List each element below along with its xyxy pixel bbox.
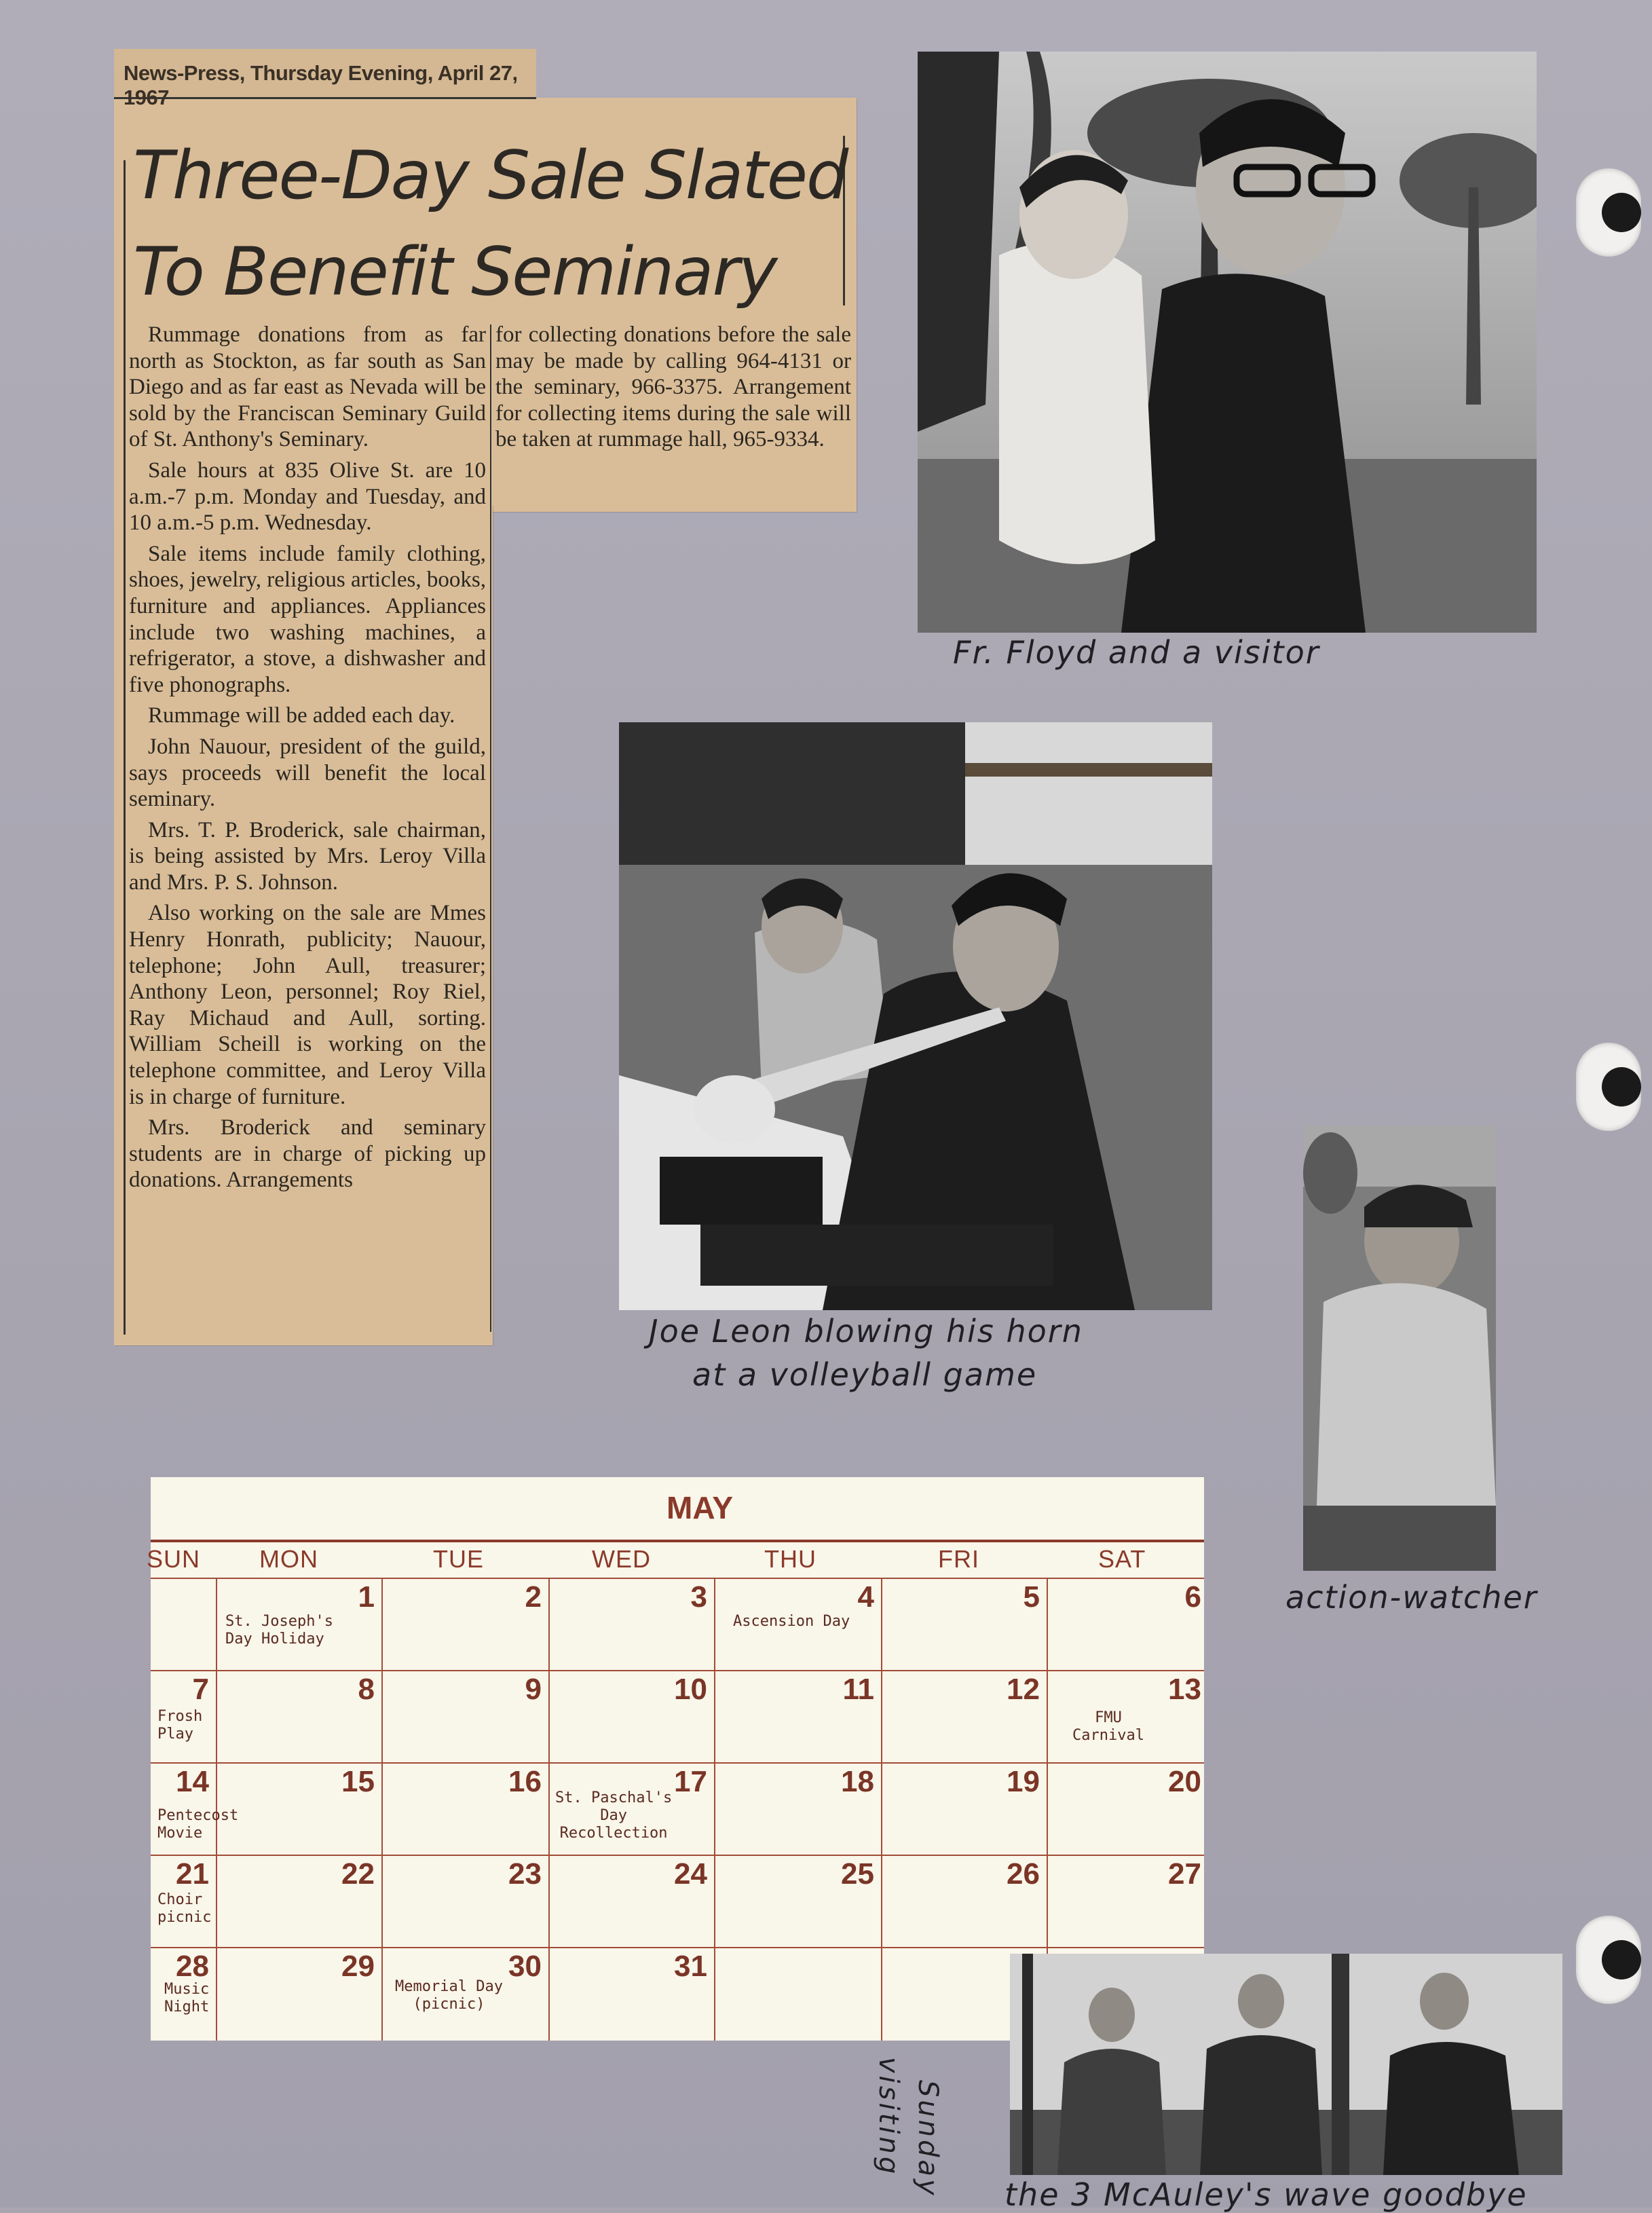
article-paragraph: John Nauour, president of the guild, says proceeds will benefit the local seminary. [129, 734, 486, 812]
day-3: 3 [690, 1580, 707, 1614]
photo-mcauleys [1010, 1954, 1562, 2175]
caption-joe-leon-line1: Joe Leon blowing his horn [649, 1313, 1083, 1350]
day-30: 30 [508, 1950, 542, 1983]
day-4: 4 [857, 1580, 874, 1614]
day-8: 8 [358, 1673, 375, 1706]
article-paragraph: Mrs. Broderick and seminary students are in charge of picking up donations. Arrangements [129, 1115, 486, 1193]
caption-action-watcher: action-watcher [1285, 1579, 1538, 1616]
day-5: 5 [1023, 1580, 1040, 1614]
calendar-grid-line [881, 1578, 882, 2041]
day-29: 29 [341, 1950, 375, 1983]
article-column-b [495, 322, 851, 458]
clipping-dateline: News-Press, Thursday Evening, April 27, 1967 [114, 49, 536, 99]
caption-mcauleys: the 3 McAuley's wave goodbye [1005, 2176, 1528, 2213]
note-may-7: Frosh Play [157, 1708, 203, 1743]
day-19: 19 [1007, 1765, 1040, 1798]
binder-hole-middle [1576, 1043, 1641, 1131]
day-7: 7 [192, 1673, 209, 1706]
column-divider [490, 324, 491, 1332]
side-note-sunday: Sunday [912, 2080, 943, 2198]
dow-thu: THU [764, 1545, 816, 1573]
article-column-a [129, 322, 486, 1198]
photo-mcauleys-image [1010, 1954, 1562, 2175]
photo-fr-floyd-image [918, 52, 1537, 633]
day-28: 28 [176, 1950, 209, 1983]
day-25: 25 [841, 1857, 874, 1891]
day-21: 21 [176, 1857, 209, 1891]
side-note-visiting: visiting [873, 2057, 904, 2177]
photo-fr-floyd [918, 52, 1537, 633]
day-22: 22 [341, 1857, 375, 1891]
day-14: 14 [176, 1765, 209, 1798]
photo-action-watcher [1303, 1126, 1496, 1571]
headline-line-1: Three-Day Sale Slated [133, 137, 848, 215]
note-may-14: Pentecost Movie [157, 1807, 239, 1842]
caption-joe-leon-line2: at a volleyball game [692, 1356, 1038, 1393]
note-may-21: Choir picnic [157, 1891, 212, 1926]
day-26: 26 [1007, 1857, 1040, 1891]
article-paragraph: Sale items include family clothing, shoes, jewelry, religious articles, books, furniture and appliances. Appliances include two washing machines, a refrigerator, a stove, a dishwasher and five phonographs. [129, 541, 486, 697]
dow-sat: SAT [1098, 1545, 1146, 1573]
note-may-4: Ascension Day [733, 1613, 850, 1630]
dow-mon: MON [259, 1545, 318, 1573]
day-12: 12 [1007, 1673, 1040, 1706]
calendar-month: MAY [667, 1490, 733, 1525]
day-24: 24 [674, 1857, 707, 1891]
clipping-headline [133, 128, 852, 320]
photo-joe-leon [619, 722, 1212, 1310]
dow-fri: FRI [938, 1545, 979, 1573]
calendar-grid-line [381, 1578, 383, 2041]
article-paragraph: Sale hours at 835 Olive St. are 10 a.m.-7 p.m. Monday and Tuesday, and 10 a.m.-5 p.m. Wednesday. [129, 458, 486, 536]
day-10: 10 [674, 1673, 707, 1706]
binder-hole-top [1576, 168, 1641, 257]
day-17: 17 [674, 1765, 707, 1798]
note-may-30: Memorial Day (picnic) [395, 1978, 503, 2013]
note-may-13: FMU Carnival [1072, 1709, 1144, 1744]
dow-tue: TUE [433, 1545, 484, 1573]
binder-hole-bottom [1576, 1916, 1641, 2004]
day-16: 16 [508, 1765, 542, 1798]
note-may-17: St. Paschal's Day Recollection [555, 1789, 673, 1842]
day-18: 18 [841, 1765, 874, 1798]
day-27: 27 [1168, 1857, 1201, 1891]
day-6: 6 [1184, 1580, 1201, 1614]
day-11: 11 [842, 1673, 874, 1706]
day-2: 2 [525, 1580, 542, 1614]
photo-action-watcher-image [1303, 1126, 1496, 1571]
article-paragraph: Also working on the sale are Mmes Henry Honrath, publicity; Nauour, telephone; John Aull, treasurer; Anthony Leon, personnel; Roy Riel, Ray Michaud and Aull, sorting. William Scheill is working on the telephone committee, and Leroy Villa is in charge of furniture. [129, 901, 486, 1109]
caption-fr-floyd: Fr. Floyd and a visitor [953, 634, 1320, 671]
article-paragraph: Rummage will be added each day. [148, 703, 455, 728]
note-may-28: Music Night [164, 1981, 210, 2015]
day-9: 9 [525, 1673, 542, 1706]
clipping-rule-left [124, 160, 126, 1335]
calendar-grid-line [714, 1578, 715, 2041]
note-may-1: St. Joseph's Day Holiday [225, 1613, 333, 1648]
day-15: 15 [341, 1765, 375, 1798]
dow-sun: SUN [147, 1545, 201, 1573]
day-20: 20 [1168, 1765, 1201, 1798]
day-23: 23 [508, 1857, 542, 1891]
calendar-grid-line [548, 1578, 550, 2041]
day-31: 31 [674, 1950, 707, 1983]
headline-line-2: To Benefit Seminary [133, 234, 776, 311]
photo-joe-leon-image [619, 722, 1212, 1310]
article-paragraph: Rummage donations from as far north as Stockton, as far south as San Diego and as far east as Nevada will be sold by the Franciscan Seminary Guild of St. Anthony's Seminary. [129, 322, 486, 452]
calendar-header-rule [151, 1540, 1204, 1542]
day-1: 1 [358, 1580, 375, 1614]
day-13: 13 [1168, 1673, 1201, 1706]
article-paragraph: Mrs. T. P. Broderick, sale chairman, is being assisted by Mrs. Leroy Villa and Mrs. P. S. Johnson. [129, 817, 486, 895]
article-paragraph: for collecting donations before the sale may be made by calling 964-4131 or the seminary, 966-3375. Arrangement for collecting items during the sale will be taken at rummage hall, 965-9334. [495, 322, 851, 452]
dow-wed: WED [592, 1545, 651, 1573]
